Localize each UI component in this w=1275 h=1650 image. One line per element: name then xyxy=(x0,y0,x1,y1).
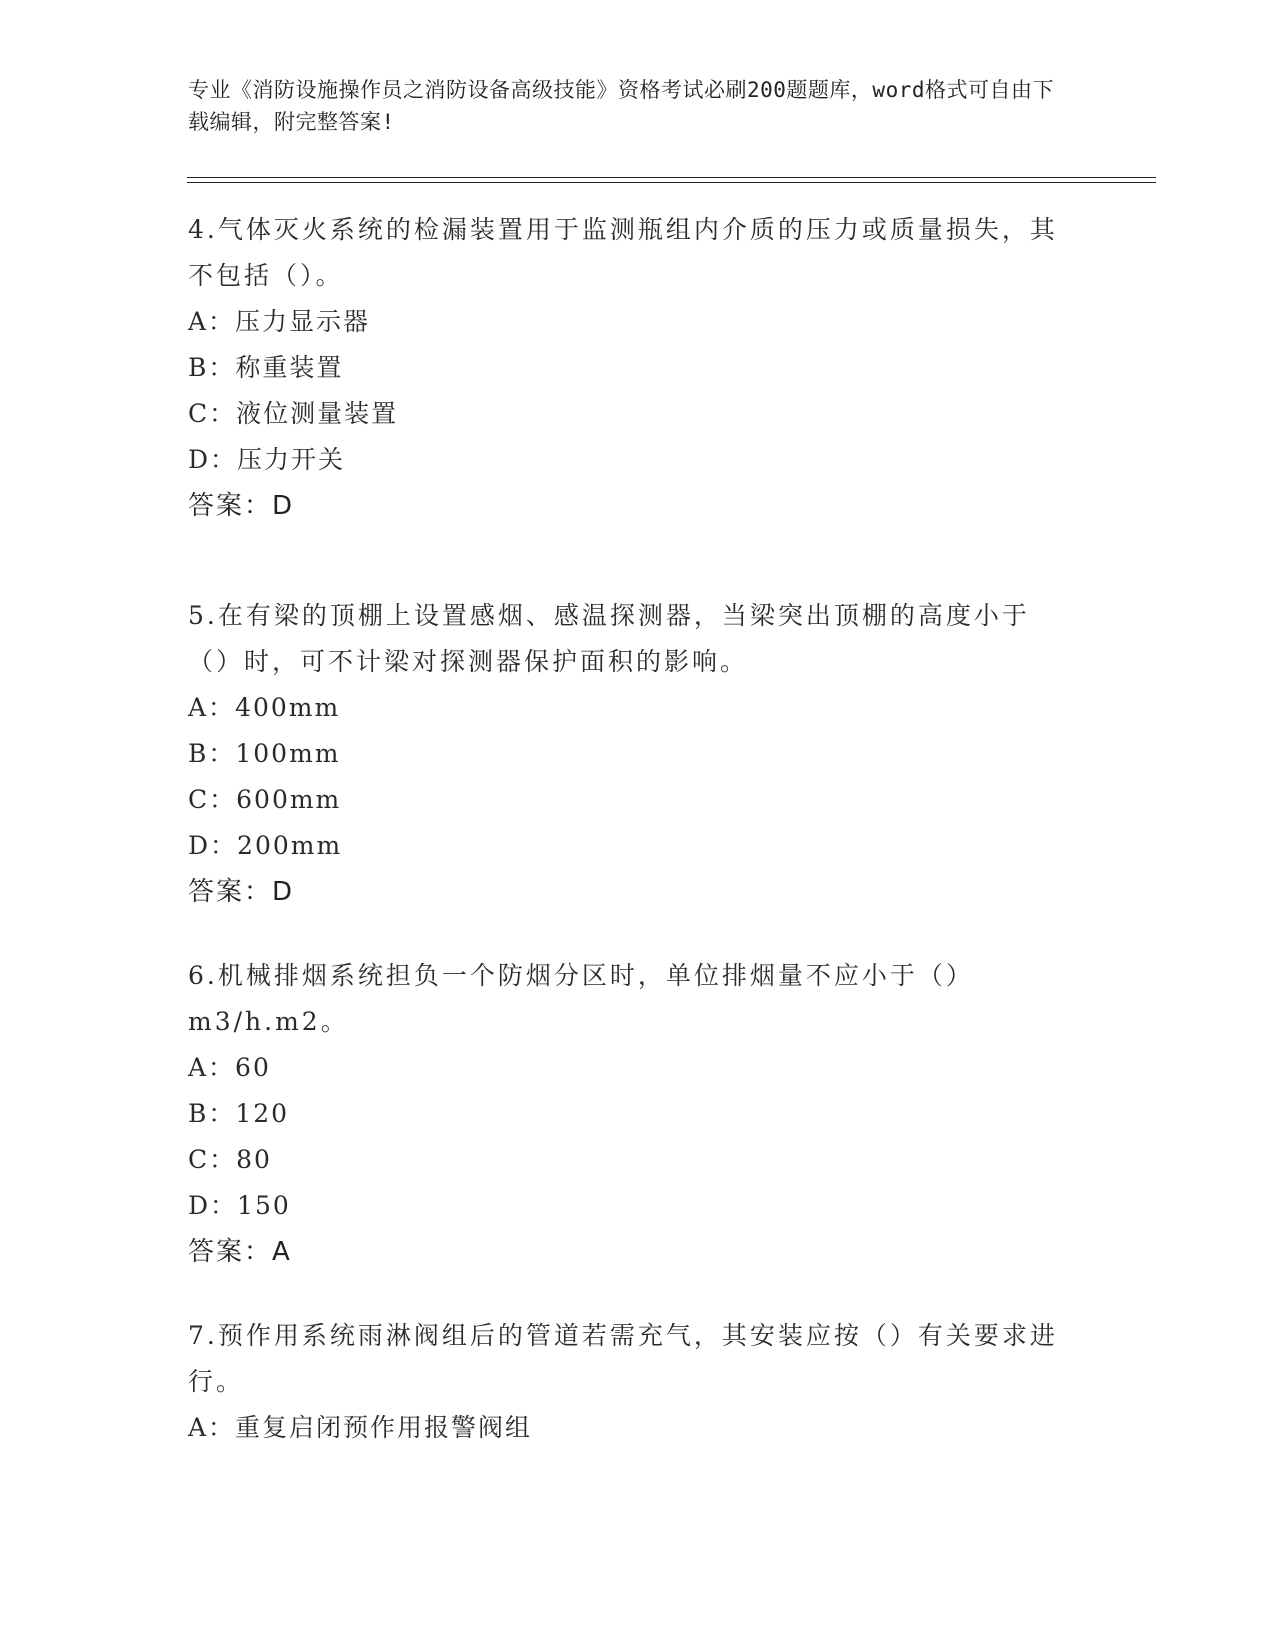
question-5 xyxy=(188,593,1068,915)
option-c: C：600mm xyxy=(188,785,342,814)
option-a: A：60 xyxy=(188,1053,271,1082)
option-d: D：200mm xyxy=(188,831,343,860)
option-a: A：压力显示器 xyxy=(188,307,371,336)
question-4 xyxy=(188,207,1068,529)
header-divider-bottom xyxy=(187,182,1156,183)
question-6 xyxy=(188,953,1068,1275)
question-stem: 7.预作用系统雨淋阀组后的管道若需充气，其安装应按（）有关要求进行。 xyxy=(188,1321,1058,1396)
option-b: B：100mm xyxy=(188,739,341,768)
option-d: D：压力开关 xyxy=(188,445,346,474)
option-a: A：400mm xyxy=(188,693,341,722)
question-7 xyxy=(188,1313,1068,1451)
question-stem: 5.在有梁的顶棚上设置感烟、感温探测器，当梁突出顶棚的高度小于（）时，可不计梁对探测器保护面积的影响。 xyxy=(188,601,1030,676)
option-b: B：称重装置 xyxy=(188,353,344,382)
question-stem: 4.气体灭火系统的检漏装置用于监测瓶组内介质的压力或质量损失，其不包括（）。 xyxy=(188,215,1058,290)
document-header: 专业《消防设施操作员之消防设备高级技能》资格考试必刷200题题库，word格式可自由下载编辑，附完整答案! xyxy=(188,78,1054,134)
answer: 答案：A xyxy=(188,1237,292,1267)
answer: 答案：D xyxy=(188,877,295,907)
header-divider-top xyxy=(187,177,1156,178)
option-a: A：重复启闭预作用报警阀组 xyxy=(188,1413,533,1442)
option-d: D：150 xyxy=(188,1191,291,1220)
option-b: B：120 xyxy=(188,1099,290,1128)
option-c: C：80 xyxy=(188,1145,272,1174)
question-stem: 6.机械排烟系统担负一个防烟分区时，单位排烟量不应小于（）m3/h.m2。 xyxy=(188,961,974,1036)
answer: 答案：D xyxy=(188,491,295,521)
option-c: C：液位测量装置 xyxy=(188,399,399,428)
